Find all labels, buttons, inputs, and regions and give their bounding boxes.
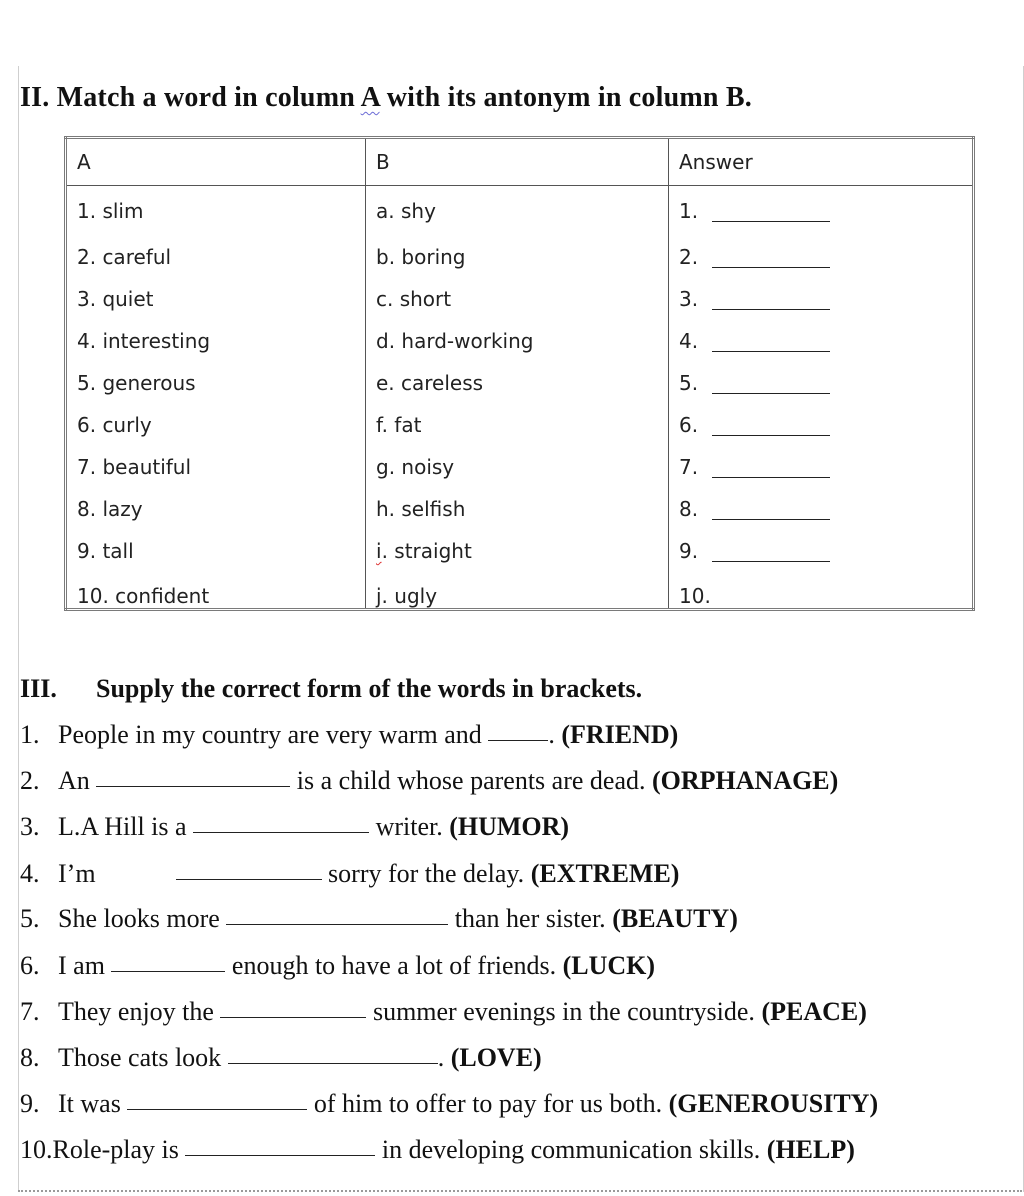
column-b-header: B	[366, 138, 669, 186]
question-item: 1. People in my country are very warm and . (FRIEND)	[20, 720, 679, 749]
answer-blank[interactable]	[185, 1153, 375, 1156]
table-row	[66, 236, 974, 278]
section-3-title: III. Supply the correct form of the words in brackets.	[20, 674, 643, 703]
answer-blank[interactable]	[111, 969, 225, 972]
question-item: 10.Role-play is in developing communication skills. (HELP)	[20, 1135, 855, 1164]
column-b-cell: c. short	[366, 278, 669, 320]
word-hint: (ORPHANAGE)	[651, 766, 839, 795]
question-item: 2. An is a child whose parents are dead. (ORPHANAGE)	[20, 766, 839, 795]
answer-blank[interactable]	[176, 877, 322, 880]
column-b-cell: f. fat	[366, 404, 669, 446]
column-a-cell: 9. tall	[66, 530, 366, 572]
table-row	[66, 278, 974, 320]
word-hint: (HELP)	[766, 1135, 855, 1164]
column-a-reference: A	[360, 82, 380, 113]
word-hint: (FRIEND)	[561, 720, 679, 749]
answer-blank	[712, 517, 830, 520]
table-row	[66, 572, 974, 610]
answer-blank	[712, 559, 830, 562]
spellcheck-flag: i	[376, 539, 382, 563]
word-hint: (BEAUTY)	[612, 904, 738, 933]
column-a-cell: 1. slim	[66, 186, 366, 237]
table-row	[66, 320, 974, 362]
column-a-cell: 8. lazy	[66, 488, 366, 530]
answer-cell[interactable]: 10.	[669, 572, 974, 610]
answer-blank[interactable]	[193, 830, 369, 833]
answer-cell[interactable]: 4.	[669, 320, 974, 362]
column-a-cell: 2. careful	[66, 236, 366, 278]
question-item: 6. I am enough to have a lot of friends. (LUCK)	[20, 951, 656, 980]
column-b-cell: a. shy	[366, 186, 669, 237]
answer-blank	[712, 391, 830, 394]
answer-column-header: Answer	[669, 138, 974, 186]
answer-cell[interactable]: 2.	[669, 236, 974, 278]
column-a-cell: 3. quiet	[66, 278, 366, 320]
column-a-cell: 5. generous	[66, 362, 366, 404]
answer-cell[interactable]: 3.	[669, 278, 974, 320]
answer-blank[interactable]	[96, 784, 290, 787]
column-b-cell: b. boring	[366, 236, 669, 278]
word-hint: (GENEROUSITY)	[668, 1089, 879, 1118]
matching-table	[64, 136, 975, 611]
word-hint: (HUMOR)	[449, 812, 570, 841]
answer-blank	[712, 475, 830, 478]
column-a-cell: 7. beautiful	[66, 446, 366, 488]
table-row	[66, 530, 974, 572]
question-item: 7. They enjoy the summer evenings in the countryside. (PEACE)	[20, 997, 867, 1026]
question-item: 3. L.A Hill is a writer. (HUMOR)	[20, 812, 570, 841]
answer-blank[interactable]	[228, 1061, 438, 1064]
answer-blank	[712, 219, 830, 222]
question-item: 8. Those cats look . (LOVE)	[20, 1043, 542, 1072]
answer-blank	[712, 265, 830, 268]
column-b-cell: d. hard-working	[366, 320, 669, 362]
table-row	[66, 446, 974, 488]
table-row	[66, 404, 974, 446]
page-bottom-border	[18, 1190, 1022, 1192]
question-item: 4. I’m sorry for the delay. (EXTREME)	[20, 859, 680, 888]
table-row	[66, 362, 974, 404]
answer-blank	[712, 349, 830, 352]
word-hint: (LUCK)	[562, 951, 656, 980]
column-b-cell: g. noisy	[366, 446, 669, 488]
answer-cell[interactable]: 5.	[669, 362, 974, 404]
answer-cell[interactable]: 6.	[669, 404, 974, 446]
question-item: 9. It was of him to offer to pay for us both. (GENEROUSITY)	[20, 1089, 879, 1118]
column-a-cell: 6. curly	[66, 404, 366, 446]
column-b-cell: e. careless	[366, 362, 669, 404]
column-b-cell: h. selfish	[366, 488, 669, 530]
answer-blank[interactable]	[127, 1107, 307, 1110]
answer-blank[interactable]	[220, 1015, 366, 1018]
answer-cell[interactable]: 1.	[669, 186, 974, 237]
answer-cell[interactable]: 8.	[669, 488, 974, 530]
table-header-row	[66, 138, 974, 186]
word-hint: (LOVE)	[450, 1043, 542, 1072]
column-b-cell: i. straight	[366, 530, 669, 572]
answer-blank	[712, 307, 830, 310]
column-b-cell: j. ugly	[366, 572, 669, 610]
column-a-header: A	[66, 138, 366, 186]
section-2-title: II. Match a word in column A with its antonym in column B.	[20, 82, 752, 113]
word-hint: (EXTREME)	[530, 859, 680, 888]
column-a-cell: 4. interesting	[66, 320, 366, 362]
answer-cell[interactable]: 9.	[669, 530, 974, 572]
answer-cell[interactable]: 7.	[669, 446, 974, 488]
table-row	[66, 186, 974, 237]
answer-blank[interactable]	[488, 738, 548, 741]
table-row	[66, 488, 974, 530]
column-a-cell: 10. confident	[66, 572, 366, 610]
word-hint: (PEACE)	[761, 997, 867, 1026]
answer-blank	[712, 433, 830, 436]
answer-blank[interactable]	[226, 922, 448, 925]
question-item: 5. She looks more than her sister. (BEAUTY)	[20, 904, 738, 933]
